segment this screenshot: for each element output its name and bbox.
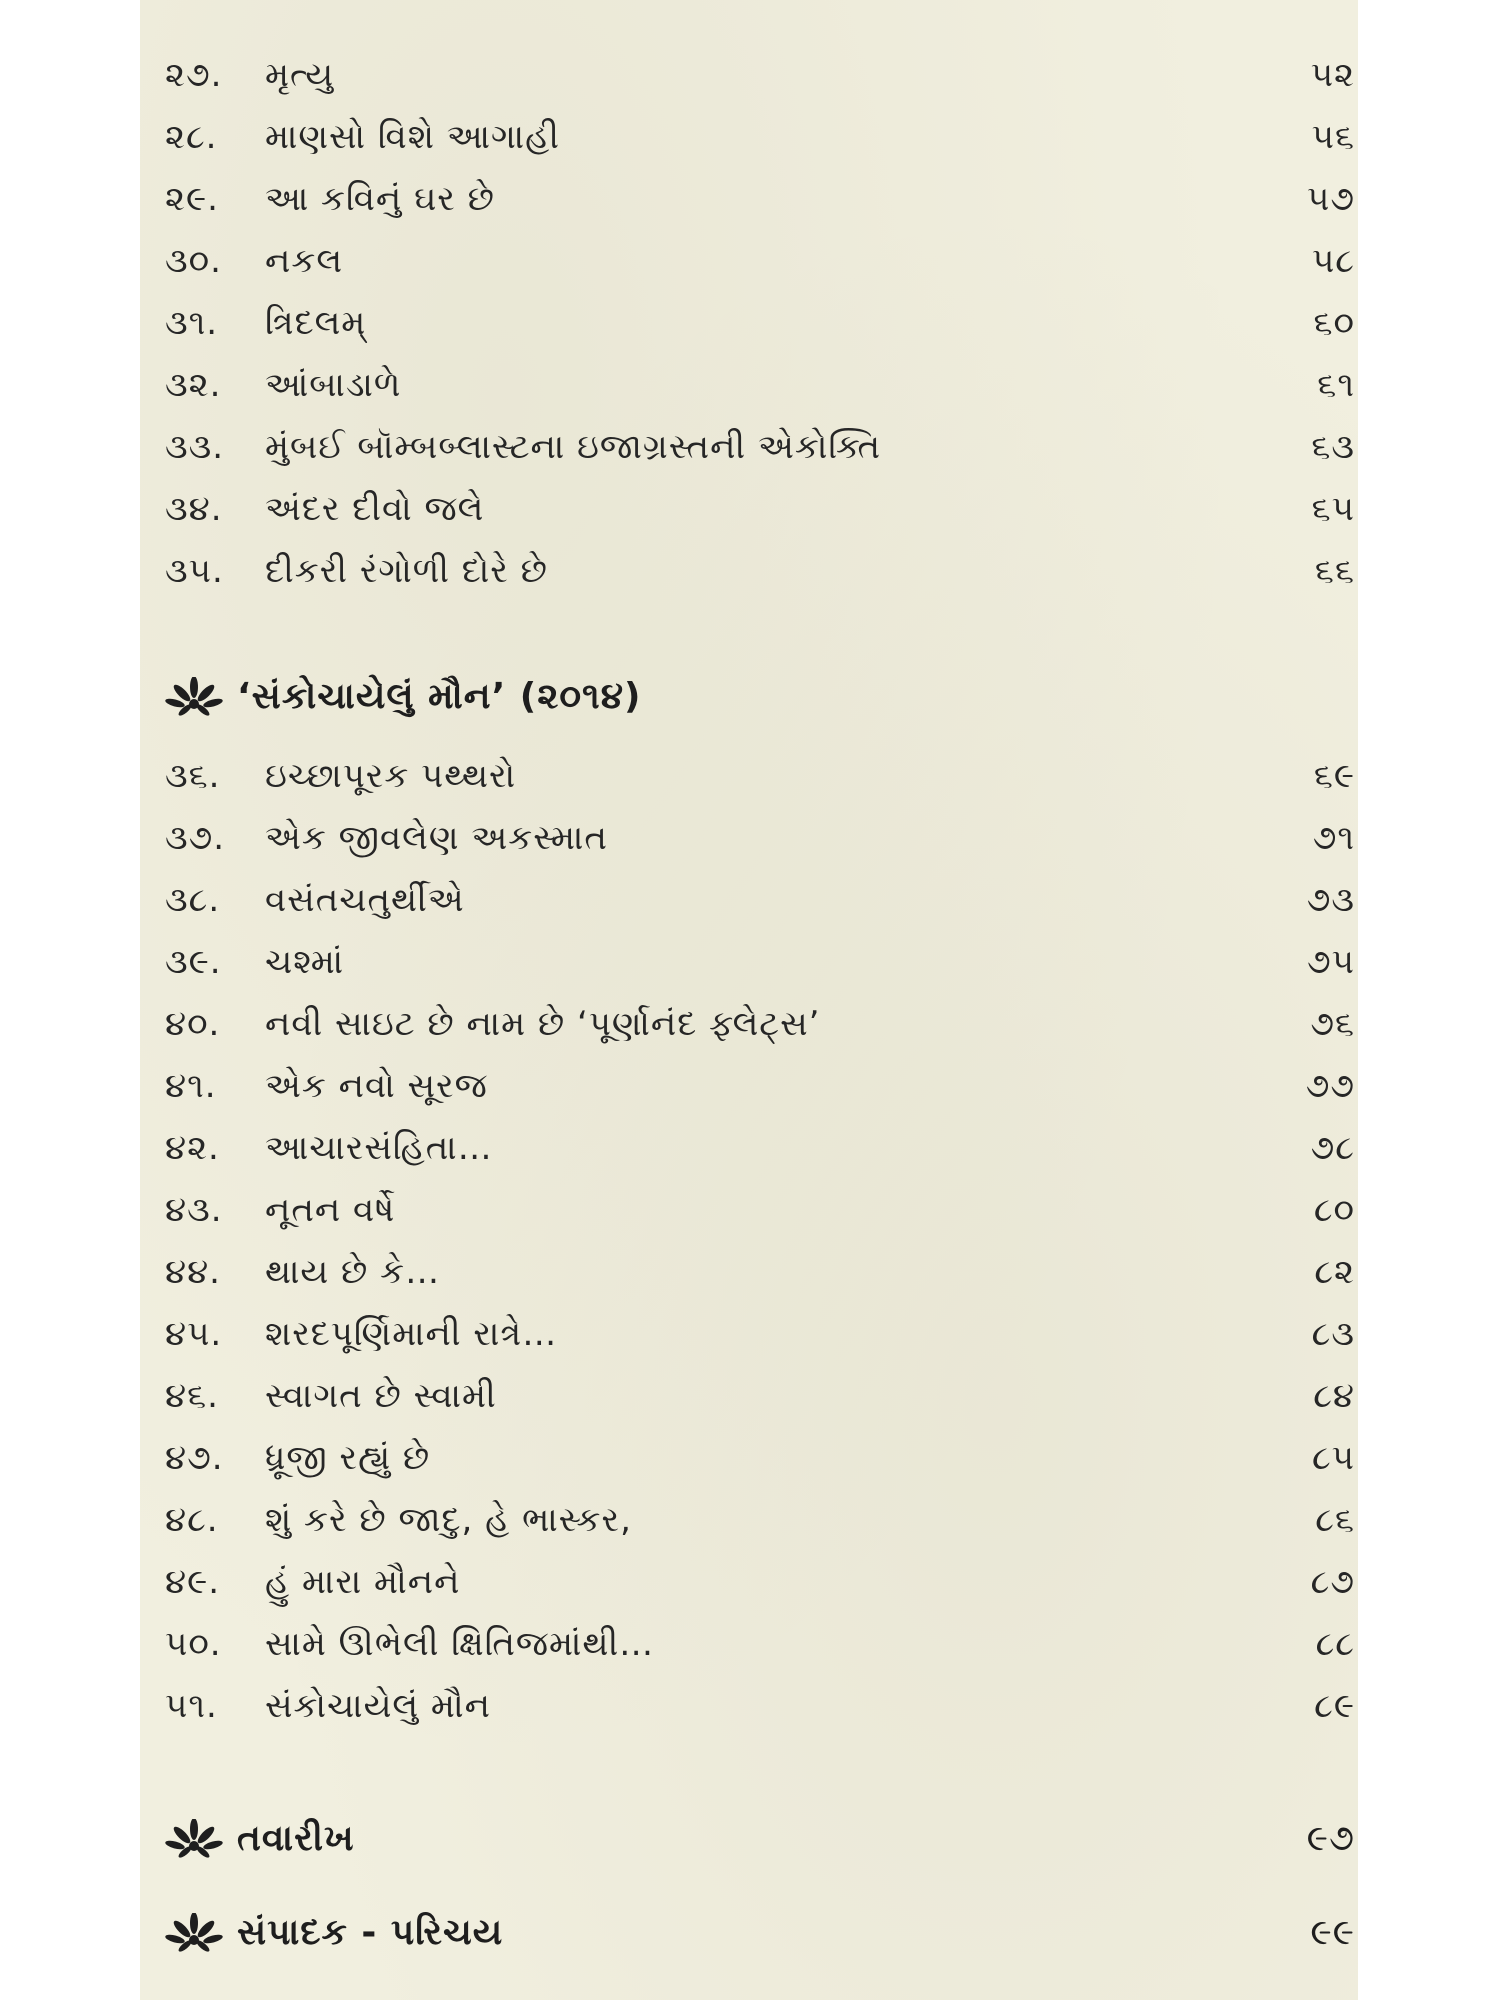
flower-icon	[165, 677, 223, 717]
entry-page: ૮૩	[1311, 1314, 1355, 1354]
entry-title: મુંબઈ બૉમ્બબ્લાસ્ટના ઇજાગ્રસ્તની એકોક્તિ	[265, 427, 881, 467]
entry-title: આ કવિનું ઘર છે	[265, 179, 495, 219]
entry-number: ૪૦.	[165, 1004, 221, 1044]
entry-page: ૮૪	[1313, 1376, 1355, 1416]
section-page: ૯૯	[1310, 1912, 1355, 1953]
entry-number: ૪૧.	[165, 1066, 217, 1106]
entry-page: ૭૧	[1312, 818, 1355, 858]
toc-entry	[165, 1242, 1355, 1302]
entry-title: એક નવો સૂરજ	[265, 1066, 488, 1106]
toc-entry	[165, 45, 1355, 105]
toc-entry	[165, 746, 1355, 806]
entry-page: ૬૬	[1314, 551, 1355, 591]
toc-entry	[165, 808, 1355, 868]
entry-number: ૨૯.	[165, 179, 219, 219]
entry-title: શરદપૂર્ણિમાની રાત્રે…	[265, 1314, 558, 1354]
entry-page: ૭૩	[1306, 880, 1355, 920]
entry-number: ૪૭.	[165, 1438, 224, 1478]
entry-title: મૃત્યુ	[265, 55, 335, 95]
flower-icon	[165, 1913, 223, 1953]
toc-entry	[165, 1676, 1355, 1736]
entry-number: ૩૭.	[165, 818, 226, 858]
toc-entry	[165, 1552, 1355, 1612]
entry-number: ૫૧.	[165, 1686, 218, 1726]
entry-number: ૪૮.	[165, 1500, 219, 1540]
toc-entry	[165, 1304, 1355, 1364]
entry-title: અંદર દીવો જલે	[265, 489, 485, 529]
toc-entry	[165, 479, 1355, 539]
entry-number: ૪૯.	[165, 1562, 221, 1602]
entry-number: ૩૨.	[165, 365, 222, 405]
entry-number: ૩૫.	[165, 551, 224, 591]
entry-title: માણસો વિશે આગાહી	[265, 117, 561, 157]
entry-title: ત્રિદલમ્	[265, 303, 367, 343]
entry-title: શું કરે છે જાદુ, હે ભાસ્કર,	[265, 1500, 632, 1540]
entry-title: દીકરી રંગોળી દોરે છે	[265, 551, 548, 591]
entry-page: ૭૫	[1307, 942, 1355, 982]
entry-page: ૫૭	[1307, 179, 1355, 219]
section-title: તવારીખ	[237, 1818, 355, 1859]
entry-page: ૮૮	[1315, 1624, 1355, 1664]
entry-title: સ્વાગત છે સ્વામી	[265, 1376, 497, 1416]
entry-title: નકલ	[265, 241, 344, 281]
toc-entry	[165, 1490, 1355, 1550]
entry-number: ૪૫.	[165, 1314, 223, 1354]
entry-number: ૩૮.	[165, 880, 221, 920]
entry-title: થાય છે કે…	[265, 1252, 441, 1292]
entry-title: એક જીવલેણ અકસ્માત	[265, 818, 608, 858]
book-page	[140, 0, 1358, 2000]
entry-page: ૬૩	[1311, 427, 1355, 467]
section-heading	[165, 1807, 1355, 1871]
entry-page: ૭૬	[1310, 1004, 1355, 1044]
entry-title: ઇચ્છાપૂરક પથ્થરો	[265, 756, 517, 796]
entry-number: ૩૩.	[165, 427, 225, 467]
entry-number: ૩૪.	[165, 489, 223, 529]
toc-entry	[165, 870, 1355, 930]
entry-number: ૩૬.	[165, 756, 221, 796]
toc-entry	[165, 169, 1355, 229]
entry-title: સંકોચાયેલું મૌન	[265, 1686, 492, 1726]
entry-number: ૨૮.	[165, 117, 218, 157]
section-page: ૯૭	[1306, 1818, 1355, 1859]
toc-entry	[165, 1056, 1355, 1116]
toc-entry	[165, 932, 1355, 992]
section-heading	[165, 1901, 1355, 1965]
section-title: ‘સંકોચાયેલું મૌન’ (૨૦૧૪)	[237, 676, 642, 717]
toc-entry	[165, 1428, 1355, 1488]
entry-number: ૨૭.	[165, 55, 223, 95]
entry-page: ૮૨	[1314, 1252, 1355, 1292]
toc-entry	[165, 1366, 1355, 1426]
entry-title: વસંતચતુર્થીએ	[265, 880, 465, 920]
entry-number: ૪૨.	[165, 1128, 220, 1168]
toc-entry	[165, 231, 1355, 291]
toc-entry	[165, 293, 1355, 353]
entry-page: ૮૯	[1314, 1686, 1355, 1726]
toc-entry	[165, 1118, 1355, 1178]
entry-page: ૭૭	[1305, 1066, 1355, 1106]
entry-number: ૩૧.	[165, 303, 219, 343]
entry-number: ૪૪.	[165, 1252, 221, 1292]
entry-page: ૮૫	[1311, 1438, 1355, 1478]
entry-title: આચારસંહિતા…	[265, 1128, 493, 1168]
flower-icon	[165, 1819, 223, 1859]
entry-title: ધ્રૂજી રહ્યું છે	[265, 1438, 431, 1478]
entry-number: ૩૦.	[165, 241, 222, 281]
entry-page: ૬૫	[1311, 489, 1355, 529]
toc-entry	[165, 1614, 1355, 1674]
entry-page: ૫૮	[1311, 241, 1355, 281]
entry-page: ૬૯	[1313, 756, 1355, 796]
toc-entry	[165, 541, 1355, 601]
entry-title: ચશ્માં	[265, 942, 345, 982]
section-title: સંપાદક - પરિચય	[237, 1912, 504, 1953]
entry-title: હું મારા મૌનને	[265, 1562, 461, 1602]
entry-page: ૫૬	[1311, 117, 1355, 157]
entry-number: ૪૬.	[165, 1376, 219, 1416]
entry-title: નૂતન વર્ષે	[265, 1190, 396, 1230]
entry-number: ૫૦.	[165, 1624, 222, 1664]
entry-title: આંબાડાળે	[265, 365, 402, 405]
section-heading	[165, 665, 1355, 729]
entry-page: ૮૬	[1315, 1500, 1355, 1540]
entry-title: નવી સાઇટ છે નામ છે ‘પૂર્ણાનંદ ફ્લેટ્સ’	[265, 1004, 821, 1044]
toc-entry	[165, 994, 1355, 1054]
toc-entry	[165, 107, 1355, 167]
entry-page: ૬૧	[1317, 365, 1355, 405]
entry-page: ૮૦	[1313, 1190, 1355, 1230]
toc-entry	[165, 1180, 1355, 1240]
entry-page: ૮૭	[1310, 1562, 1355, 1602]
entry-title: સામે ઊભેલી ક્ષિતિજમાંથી…	[265, 1624, 655, 1664]
entry-number: ૩૯.	[165, 942, 222, 982]
entry-number: ૪૩.	[165, 1190, 223, 1230]
entry-page: ૭૮	[1310, 1128, 1355, 1168]
toc-entry	[165, 355, 1355, 415]
toc-entry	[165, 417, 1355, 477]
entry-page: ૫૨	[1310, 55, 1355, 95]
entry-page: ૬૦	[1313, 303, 1355, 343]
